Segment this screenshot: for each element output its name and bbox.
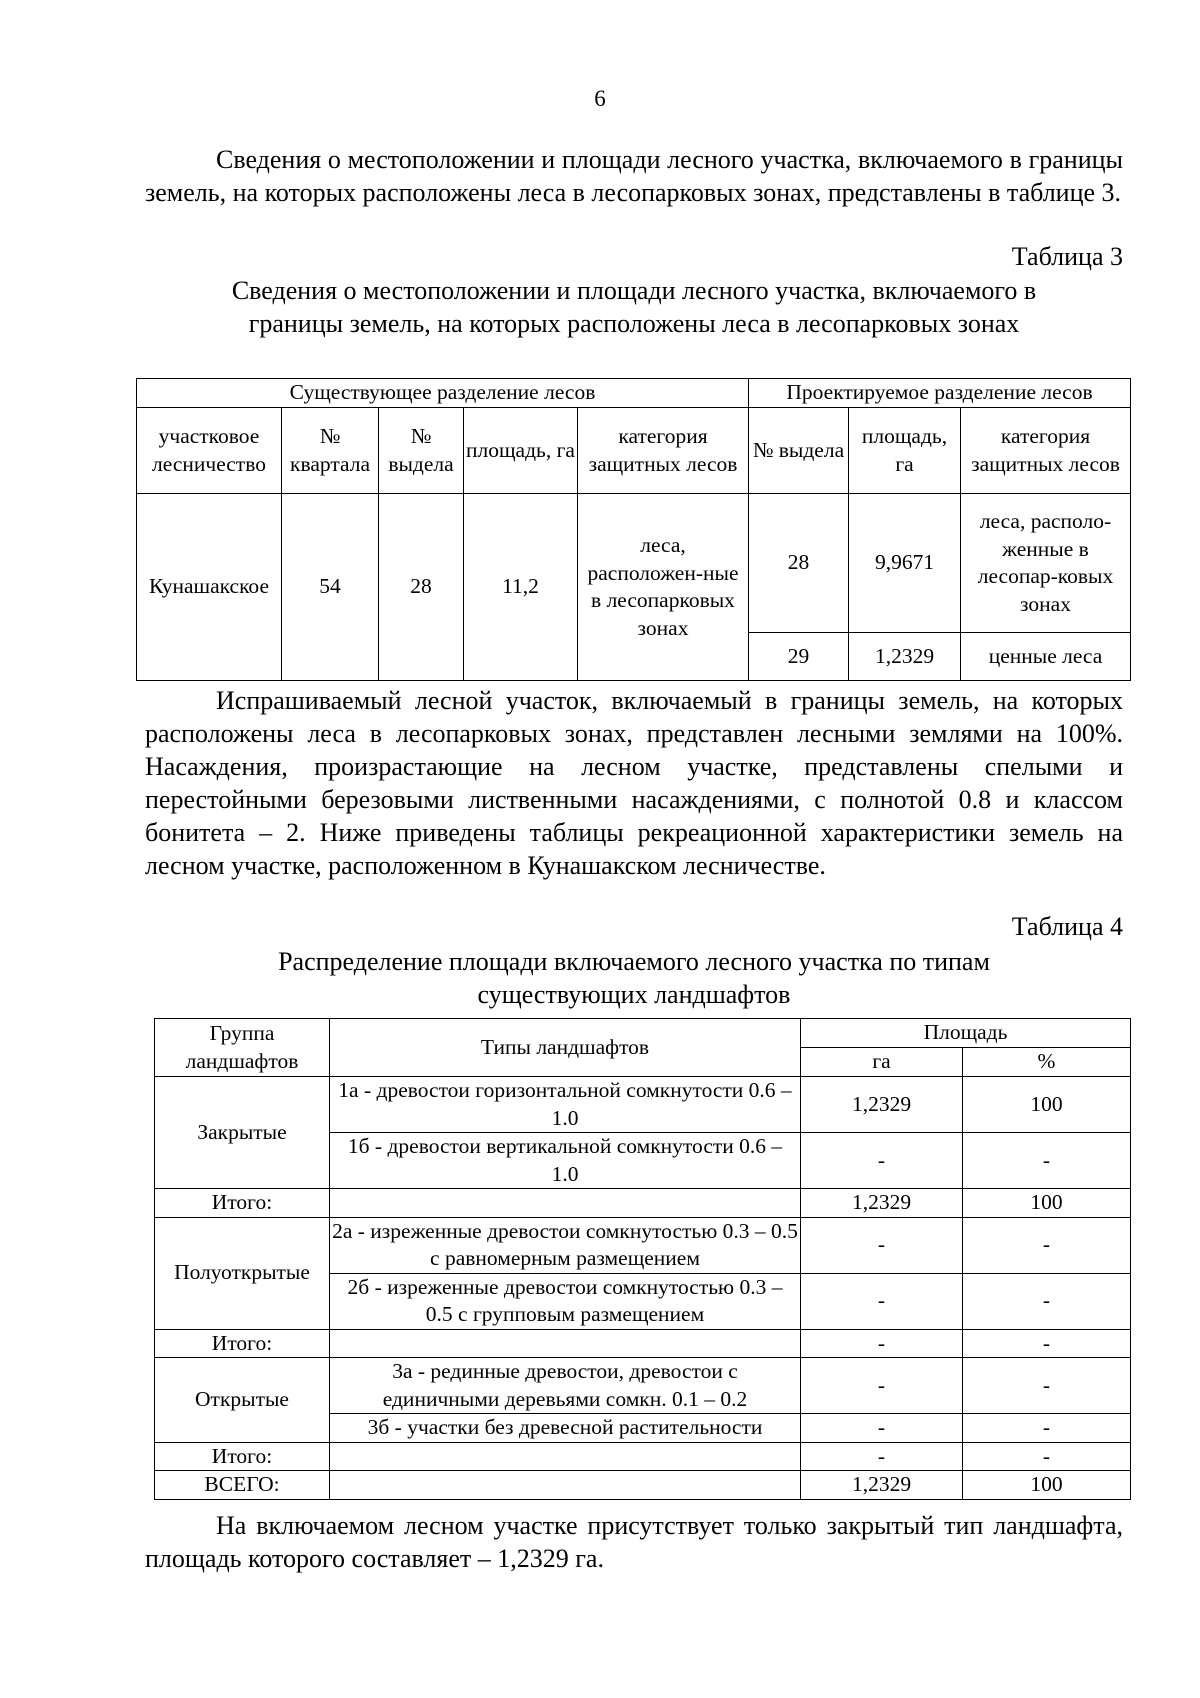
t3-group-projected: Проектируемое разделение лесов: [749, 379, 1131, 408]
t3-cell-new-vydel: 28: [749, 494, 849, 633]
t4-grand-total-empty: [330, 1471, 801, 1500]
t3-header-vydel: № выдела: [379, 408, 464, 494]
t4-ha: -: [801, 1133, 963, 1189]
t4-subtotal-ha: -: [801, 1329, 963, 1358]
table3-caption-line1: Сведения о местоположении и площади лесного участка, включаемого в: [231, 276, 1037, 305]
table3-caption-line2: границы земель, на которых расположены леса в лесопарковых зонах: [248, 309, 1020, 338]
t4-subtotal-empty: [330, 1329, 801, 1358]
table4-label: Таблица 4: [1011, 912, 1123, 941]
t4-type-3a: 3а - рединные древостои, древостои с единичными деревьями сомкн. 0.1 – 0.2: [330, 1358, 801, 1414]
t4-subtotal-pct: -: [963, 1442, 1131, 1471]
t3-cell-forestry: Кунашакское: [137, 494, 282, 681]
t4-type-3b: 3б - участки без древесной растительности: [330, 1414, 801, 1443]
t4-ha: 1,2329: [801, 1077, 963, 1133]
table3-caption: [145, 274, 1123, 340]
t4-header-ha: га: [801, 1048, 963, 1077]
middle-paragraph: Испрашиваемый лесной участок, включаемый в границы земель, на которых расположены леса в лесопарковых зонах, представлен лесными землями на 100%. Насаждения, произрастающие на лесном участке, представлены спелыми и перестойными березовыми лиственными насаждениями, с полнотой 0.8 и классом бонитета – 2. Ниже приведены таблицы рекреационной характеристики земель на лесном участке, расположенном в Кунашакском лесничестве.: [145, 686, 1123, 880]
t4-grand-total-pct: 100: [963, 1471, 1131, 1500]
t4-pct: -: [963, 1414, 1131, 1443]
t3-cell-quarter: 54: [282, 494, 379, 681]
t4-subtotal-label: Итого:: [155, 1442, 330, 1471]
t4-header-group: Группа ландшафтов: [155, 1019, 330, 1077]
t4-pct: -: [963, 1273, 1131, 1329]
t4-grand-total-ha: 1,2329: [801, 1471, 963, 1500]
t4-ha: -: [801, 1414, 963, 1443]
t4-group-closed: Закрытые: [155, 1077, 330, 1189]
table3: [136, 378, 1131, 681]
t4-pct: -: [963, 1358, 1131, 1414]
t4-group-open: Открытые: [155, 1358, 330, 1443]
t3-cell-new-vydel: 29: [749, 633, 849, 681]
t4-type-1b: 1б - древостои вертикальной сомкнутости 0.6 – 1.0: [330, 1133, 801, 1189]
t3-header-new-area: площадь, га: [849, 408, 961, 494]
t4-pct: -: [963, 1217, 1131, 1273]
t4-type-2b: 2б - изреженные древостои сомкнутостью 0.3 – 0.5 с групповым размещением: [330, 1273, 801, 1329]
page-number: 6: [594, 86, 606, 111]
t4-type-2a: 2а - изреженные древостои сомкнутостью 0.3 – 0.5 с равномерным размещением: [330, 1217, 801, 1273]
t3-cell-new-area: 1,2329: [849, 633, 961, 681]
t3-cell-category: леса, расположен-ные в лесопарковых зонах: [578, 494, 749, 681]
intro-paragraph: Сведения о местоположении и площади лесного участка, включаемого в границы земель, на которых расположены леса в лесопарковых зонах, представлены в таблице 3.: [145, 145, 1123, 207]
t4-header-area: Площадь: [801, 1019, 1131, 1048]
t4-header-types: Типы ландшафтов: [330, 1019, 801, 1077]
t3-group-existing: Существующее разделение лесов: [137, 379, 749, 408]
table4-caption: [145, 945, 1123, 1011]
t4-subtotal-empty: [330, 1442, 801, 1471]
t3-header-forestry: участковое лесничество: [137, 408, 282, 494]
t4-ha: -: [801, 1217, 963, 1273]
t4-ha: -: [801, 1273, 963, 1329]
t4-subtotal-ha: -: [801, 1442, 963, 1471]
t4-subtotal-pct: 100: [963, 1189, 1131, 1218]
final-paragraph: На включаемом лесном участке присутствует только закрытый тип ландшафта, площадь которого составляет – 1,2329 га.: [145, 1511, 1123, 1573]
t4-type-1a: 1а - древостои горизонтальной сомкнутости 0.6 – 1.0: [330, 1077, 801, 1133]
t4-subtotal-pct: -: [963, 1329, 1131, 1358]
t4-subtotal-empty: [330, 1189, 801, 1218]
t4-group-semiopen: Полуоткрытые: [155, 1217, 330, 1329]
table4-caption-line2: существующих ландшафтов: [477, 980, 791, 1009]
t4-subtotal-label: Итого:: [155, 1189, 330, 1218]
t4-subtotal-label: Итого:: [155, 1329, 330, 1358]
t4-pct: 100: [963, 1077, 1131, 1133]
t3-cell-vydel: 28: [379, 494, 464, 681]
table4: [154, 1018, 1131, 1500]
t3-header-new-category: категория защитных лесов: [961, 408, 1131, 494]
t3-header-new-vydel: № выдела: [749, 408, 849, 494]
t3-cell-new-category: леса, располо-женные в лесопар-ковых зонах: [961, 494, 1131, 633]
t4-header-pct: %: [963, 1048, 1131, 1077]
t3-cell-new-category: ценные леса: [961, 633, 1131, 681]
t4-ha: -: [801, 1358, 963, 1414]
t3-header-category: категория защитных лесов: [578, 408, 749, 494]
t4-pct: -: [963, 1133, 1131, 1189]
table4-caption-line1: Распределение площади включаемого лесного участка по типам: [278, 947, 990, 976]
table3-label: Таблица 3: [1011, 242, 1123, 271]
t3-header-area: площадь, га: [464, 408, 578, 494]
t3-cell-area: 11,2: [464, 494, 578, 681]
t3-cell-new-area: 9,9671: [849, 494, 961, 633]
t4-grand-total-label: ВСЕГО:: [155, 1471, 330, 1500]
t4-subtotal-ha: 1,2329: [801, 1189, 963, 1218]
t3-header-quarter: № квартала: [282, 408, 379, 494]
